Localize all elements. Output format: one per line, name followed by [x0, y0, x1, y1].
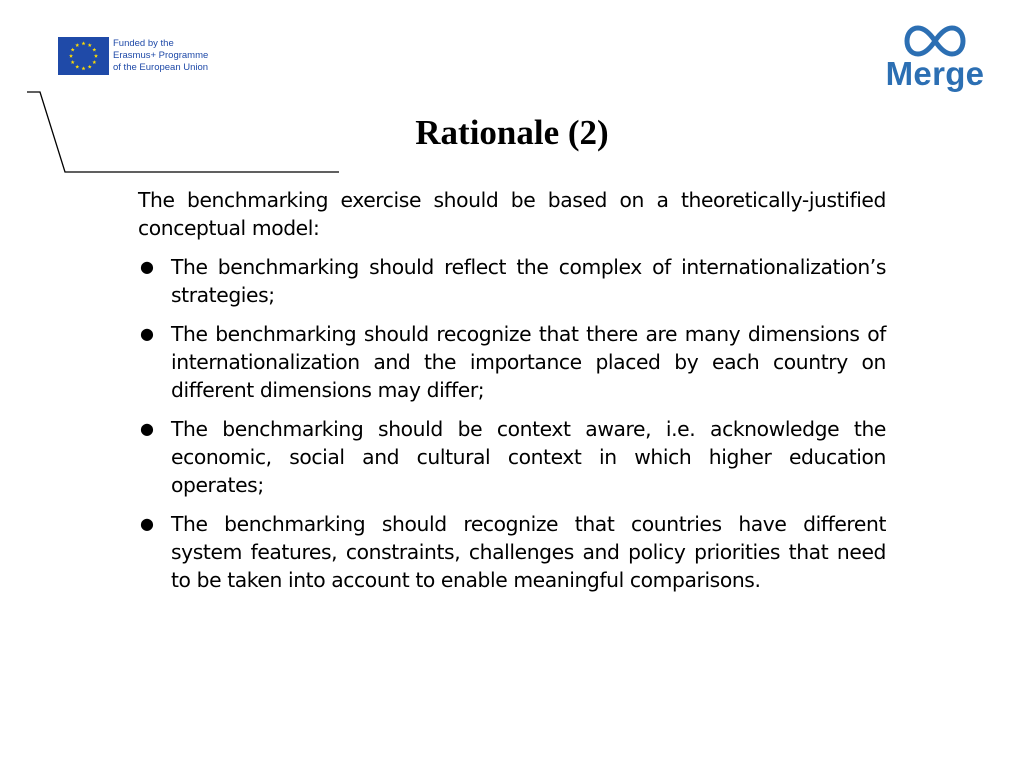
bullet-icon: ● [140, 419, 154, 438]
bullet-text: The benchmarking should recognize that there are many dimensions of internationalization and the importance placed by each country on different dimensions may differ; [171, 322, 886, 402]
bullet-icon: ● [140, 324, 154, 343]
bullet-icon: ● [140, 257, 154, 276]
eu-funding-text [113, 38, 208, 74]
eu-text-line-2: Erasmus+ Programme [113, 50, 209, 61]
bullet-item [138, 510, 886, 594]
bullet-text: The benchmarking should be context aware, i.e. acknowledge the economic, social and cultural context in which higher education operates; [171, 417, 886, 497]
infinity-icon [904, 24, 966, 58]
bullet-item [138, 415, 886, 499]
eu-flag-icon [58, 37, 109, 75]
intro-paragraph: The benchmarking exercise should be based on a theoretically-justified conceptual model: [138, 188, 886, 240]
bullet-item [138, 253, 886, 309]
bullet-icon: ● [140, 514, 154, 533]
eu-text-line-1: Funded by the [113, 38, 174, 49]
eu-text-line-3: of the European Union [113, 62, 209, 73]
slide-body [138, 186, 886, 605]
bullet-text: The benchmarking should reflect the complex of internationalization’s strategies; [171, 255, 886, 307]
merge-logo [882, 24, 988, 98]
eu-funding-logo [58, 37, 208, 75]
bullet-list [138, 253, 886, 594]
bullet-text: The benchmarking should recognize that countries have different system features, constraints, challenges and policy priorities that need to be taken into account to enable meaningful comparisons. [171, 512, 886, 592]
page-title: Rationale (2) [415, 113, 609, 152]
merge-wordmark: Merge [885, 55, 985, 92]
bullet-item [138, 320, 886, 404]
